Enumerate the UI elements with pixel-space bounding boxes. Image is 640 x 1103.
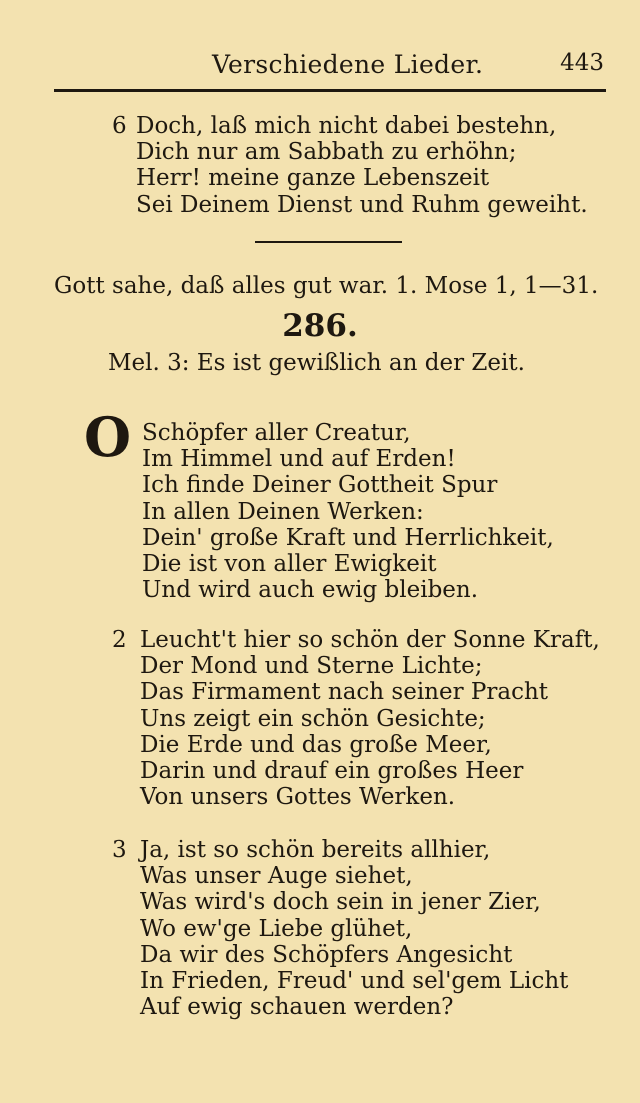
verse-line: Von unsers Gottes Werken. bbox=[140, 784, 456, 811]
verse-line: Die Erde und das große Meer, bbox=[140, 731, 492, 758]
section-title: Verschiedene Lieder. bbox=[212, 50, 484, 79]
melody-line: Mel. 3: Es ist gewißlich an der Zeit. bbox=[108, 350, 525, 376]
verse-number: 2 bbox=[112, 627, 127, 653]
verse-number: 6 bbox=[112, 113, 127, 139]
scripture-reference: Gott sahe, daß alles gut war. 1. Mose 1, 1—31. bbox=[54, 273, 599, 299]
header-rule bbox=[54, 89, 606, 92]
verse-line: Uns zeigt ein schön Gesichte; bbox=[140, 705, 486, 732]
drop-cap: O bbox=[84, 405, 132, 469]
running-header bbox=[0, 50, 640, 86]
verse-line: Und wird auch ewig bleiben. bbox=[142, 577, 479, 604]
verse-line: Sei Deinem Dienst und Ruhm geweiht. bbox=[136, 191, 588, 218]
verse-line: Ich finde Deiner Gottheit Spur bbox=[142, 472, 498, 499]
verse-line: Der Mond und Sterne Lichte; bbox=[140, 653, 483, 680]
verse-line: Schöpfer aller Creatur, bbox=[142, 420, 411, 446]
verse-line: Was wird's doch sein in jener Zier, bbox=[140, 889, 541, 916]
verse-line: Leucht't hier so schön der Sonne Kraft, bbox=[140, 627, 600, 653]
verse-line: Doch, laß mich nicht dabei bestehn, bbox=[136, 113, 557, 139]
verse-line: Was unser Auge siehet, bbox=[140, 863, 413, 890]
verse-line: Im Himmel und auf Erden! bbox=[142, 446, 456, 473]
stanza-2 bbox=[140, 627, 600, 810]
verse-line: Dich nur am Sabbath zu erhöhn; bbox=[136, 139, 517, 166]
verse-line: Auf ewig schauen werden? bbox=[140, 994, 454, 1021]
verse-line: In allen Deinen Werken: bbox=[142, 498, 424, 525]
stanza-1 bbox=[142, 420, 554, 603]
verse-line: Ja, ist so schön bereits allhier, bbox=[140, 837, 491, 863]
verse-line: Das Firmament nach seiner Pracht bbox=[140, 679, 549, 706]
verse-6 bbox=[136, 113, 588, 218]
verse-line: In Frieden, Freud' und sel'gem Licht bbox=[140, 968, 569, 995]
verse-line: Darin und drauf ein großes Heer bbox=[140, 758, 524, 785]
hymn-number: 286. bbox=[282, 308, 358, 344]
verse-line: Dein' große Kraft und Herrlichkeit, bbox=[142, 524, 554, 551]
verse-line: Die ist von aller Ewigkeit bbox=[142, 551, 437, 578]
verse-number: 3 bbox=[112, 837, 127, 863]
stanza-3 bbox=[140, 837, 568, 1020]
page-number: 443 bbox=[560, 50, 604, 76]
verse-line: Wo ew'ge Liebe glühet, bbox=[140, 915, 413, 942]
verse-line: Da wir des Schöpfers Angesicht bbox=[140, 941, 513, 968]
verse-line: Herr! meine ganze Lebenszeit bbox=[136, 165, 490, 192]
separator-rule bbox=[255, 241, 402, 243]
